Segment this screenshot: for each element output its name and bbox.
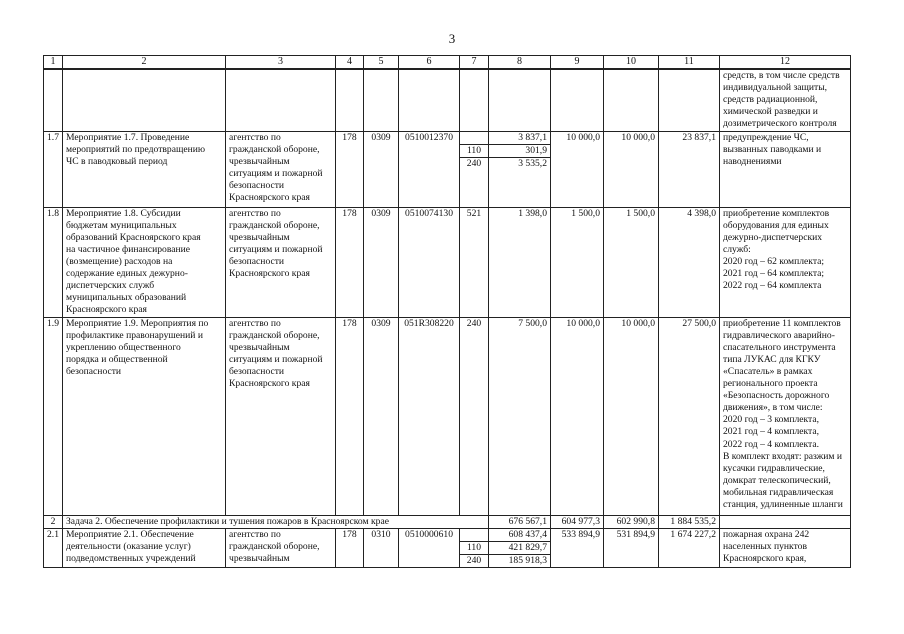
amount-2020: 608 437,4: [508, 528, 547, 540]
agency-cell: агентство по гражданской обороне, чрезвычайным ситуациям и пожарной безопасности Красноярского края: [226, 317, 336, 515]
csr-code: 0510012370: [399, 131, 460, 207]
col-header-1: 1: [44, 56, 63, 70]
agency-cell: агентство по гражданской обороне, чрезвычайным ситуациям и пожарной безопасности Красноярского края: [226, 207, 336, 317]
amount-2022: 531 894,9: [604, 528, 659, 567]
result-cell: приобретение комплектов оборудования для единых дежурно-диспетчерских служб: 2020 год – 62 комплекта; 2021 год – 64 комплекта; 2022 год – 64 комплекта: [720, 207, 851, 317]
vr-code: 521: [460, 207, 489, 317]
amount-total: 1 884 535,2: [659, 515, 720, 528]
row-number: 2: [44, 515, 63, 528]
vr-code: [463, 132, 485, 144]
vr-code: 110: [460, 144, 488, 157]
col-header-5: 5: [364, 56, 399, 70]
result-cell: пожарная охрана 242 населенных пунктов Красноярского края,: [720, 528, 851, 567]
col-header-3: 3: [226, 56, 336, 70]
vr-code-cell: [460, 131, 489, 207]
amount-2020: 1 398,0: [489, 207, 551, 317]
col-header-12: 12: [720, 56, 851, 70]
csr-code: 0510074130: [399, 207, 460, 317]
result-cell: средств, в том числе средств индивидуальной защиты, средств радиационной, химической разведки и дозиметрического контроля: [720, 69, 851, 131]
vr-code: 110: [460, 541, 488, 554]
row-number: 2.1: [44, 528, 63, 567]
amount-2020: 421 829,7: [489, 541, 550, 554]
grbs-code: 178: [336, 528, 364, 567]
row-number: 1.8: [44, 207, 63, 317]
amount-total: 4 398,0: [659, 207, 720, 317]
header-row: [44, 56, 851, 70]
csr-code: 0510000610: [399, 528, 460, 567]
col-header-9: 9: [551, 56, 604, 70]
vr-code-cell: [460, 528, 489, 567]
measure-name: Мероприятие 1.8. Субсидии бюджетам муниципальных образований Красноярского края на частичное финансирование (возмещение) расходов на содержание единых дежурно- диспетчерских служб муниципальных образований Красноярского края: [63, 207, 226, 317]
measure-name: Мероприятие 1.9. Мероприятия по профилактике правонарушений и укреплению общественного порядка и общественной безопасности: [63, 317, 226, 515]
amount-2020-cell: [489, 528, 551, 567]
measure-name: Мероприятие 1.7. Проведение мероприятий по предотвращению ЧС в паводковый период: [63, 131, 226, 207]
rzpr-code: 0310: [364, 528, 399, 567]
amount-2020: 676 567,1: [489, 515, 551, 528]
row-number: 1.9: [44, 317, 63, 515]
amount-2020: 185 918,3: [489, 554, 550, 567]
col-header-8: 8: [489, 56, 551, 70]
amount-2020: 3 837,1: [518, 131, 547, 143]
amount-2022: 602 990,8: [604, 515, 659, 528]
amount-2021: 604 977,3: [551, 515, 604, 528]
task-title: Задача 2. Обеспечение профилактики и тушения пожаров в Красноярском крае: [63, 515, 489, 528]
table-row: [44, 131, 851, 207]
rzpr-code: 0309: [364, 317, 399, 515]
amount-total: 1 674 227,2: [659, 528, 720, 567]
amount-2022: 10 000,0: [604, 317, 659, 515]
col-header-6: 6: [399, 56, 460, 70]
table-row: [44, 317, 851, 515]
col-header-10: 10: [604, 56, 659, 70]
task-row: [44, 515, 851, 528]
col-header-4: 4: [336, 56, 364, 70]
table-row: [44, 528, 851, 567]
grbs-code: 178: [336, 317, 364, 515]
program-table: [43, 55, 851, 568]
amount-2021: 533 894,9: [551, 528, 604, 567]
grbs-code: 178: [336, 207, 364, 317]
vr-code: [463, 529, 485, 541]
page-number: 3: [448, 31, 456, 46]
amount-2021: 10 000,0: [551, 131, 604, 207]
amount-2020: 7 500,0: [489, 317, 551, 515]
col-header-11: 11: [659, 56, 720, 70]
amount-2021: 1 500,0: [551, 207, 604, 317]
rzpr-code: 0309: [364, 207, 399, 317]
vr-code: 240: [460, 554, 488, 567]
col-header-2: 2: [63, 56, 226, 70]
rzpr-code: 0309: [364, 131, 399, 207]
amount-2020-cell: [489, 131, 551, 207]
row-number: 1.7: [44, 131, 63, 207]
amount-2021: 10 000,0: [551, 317, 604, 515]
amount-2022: 1 500,0: [604, 207, 659, 317]
measure-name: Мероприятие 2.1. Обеспечение деятельности (оказание услуг) подведомственных учреждений: [63, 528, 226, 567]
amount-total: 27 500,0: [659, 317, 720, 515]
continuation-row: [44, 69, 851, 131]
agency-cell: агентство по гражданской обороне, чрезвычайным: [226, 528, 336, 567]
result-cell: предупреждение ЧС, вызванных паводками и наводнениями: [720, 131, 851, 207]
csr-code: 051R308220: [399, 317, 460, 515]
amount-2020: 3 535,2: [489, 157, 550, 170]
amount-total: 23 837,1: [659, 131, 720, 207]
table-row: [44, 207, 851, 317]
amount-2022: 10 000,0: [604, 131, 659, 207]
grbs-code: 178: [336, 131, 364, 207]
col-header-7: 7: [460, 56, 489, 70]
agency-cell: агентство по гражданской обороне, чрезвычайным ситуациям и пожарной безопасности Красноярского края: [226, 131, 336, 207]
amount-2020: 301,9: [489, 144, 550, 157]
result-cell: приобретение 11 комплектов гидравлического аварийно- спасательного инструмента типа ЛУКАС для КГКУ «Спасатель» в рамках регионального проекта «Безопасность дорожного движения», в том числе: 2020 год – 3 комплекта, 2021 год – 4 комплекта, 2022 год – 4 комплекта. В комплект входят: разжим и кусачки гидравлические, домкрат телескопический, мобильная гидравлическая станция, удлиненные шланги: [720, 317, 851, 515]
vr-code: 240: [460, 317, 489, 515]
vr-code: 240: [460, 157, 488, 170]
